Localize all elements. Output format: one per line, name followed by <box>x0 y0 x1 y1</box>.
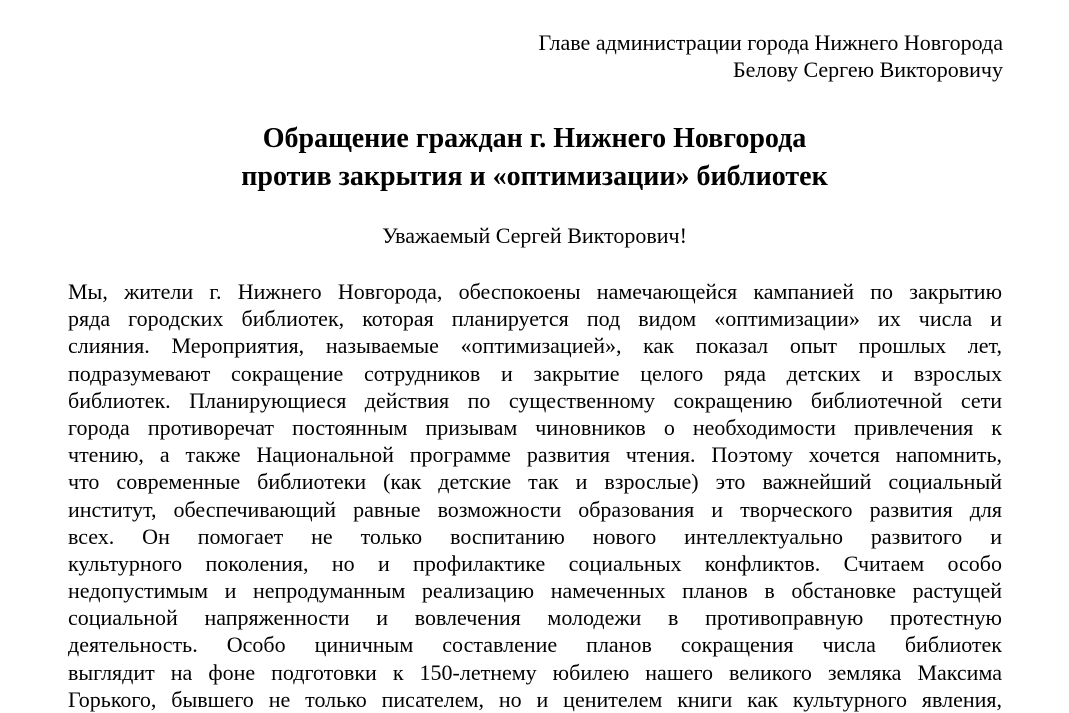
body-line: выглядит на фоне подготовки к 150-летнему юбилею нашего великого земляка Максима <box>68 659 1002 685</box>
body-line: что современные библиотеки (как детские так и взрослые) это важнейший социальный <box>68 469 1002 495</box>
title-line-2: против закрытия и «оптимизации» библиотек <box>241 161 828 192</box>
body-line: культурного поколения, но и профилактике социальных конфликтов. Считаем особо <box>68 550 1002 576</box>
document-title <box>0 120 1069 196</box>
body-line: Горького, бывшего не только писателем, но и ценителем книги как культурного явления, <box>68 686 1002 712</box>
body-paragraph <box>68 278 1002 713</box>
body-line: недопустимым и непродуманным реализацию намеченных планов в обстановке растущей <box>68 578 1002 604</box>
body-line: чтению, а также Национальной программе развития чтения. Поэтому хочется напомнить, <box>68 442 1002 468</box>
greeting: Уважаемый Сергей Викторович! <box>382 223 687 248</box>
addressee-line-position: Главе администрации города Нижнего Новгорода <box>538 30 1003 55</box>
body-line: слияния. Мероприятия, называемые «оптимизацией», как показал опыт прошлых лет, <box>68 333 1002 359</box>
body-line: Мы, жители г. Нижнего Новгорода, обеспокоены намечающейся кампанией по закрытию <box>68 279 1002 304</box>
body-line: города противоречат постоянным призывам чиновников о необходимости привлечения к <box>68 414 1002 440</box>
body-line: деятельность. Особо циничным составление планов сокращения числа библиотек <box>68 632 1002 658</box>
body-line: подразумевают сокращение сотрудников и закрытие целого ряда детских и взрослых <box>68 360 1002 386</box>
title-line-1: Обращение граждан г. Нижнего Новгорода <box>262 123 807 154</box>
addressee-block <box>538 29 1003 83</box>
body-line: всех. Он помогает не только воспитанию нового интеллектуально развитого и <box>68 523 1002 549</box>
body-line: институт, обеспечивающий равные возможности образования и творческого развития для <box>68 496 1002 522</box>
body-line: библиотек. Планирующиеся действия по существенному сокращению библиотечной сети <box>68 387 1002 413</box>
body-line: ряда городских библиотек, которая планируется под видом «оптимизации» их числа и <box>68 306 1002 332</box>
body-line: социальной напряженности и вовлечения молодежи в противоправную протестную <box>68 605 1002 631</box>
addressee-line-name: Белову Сергею Викторовичу <box>732 57 1003 82</box>
